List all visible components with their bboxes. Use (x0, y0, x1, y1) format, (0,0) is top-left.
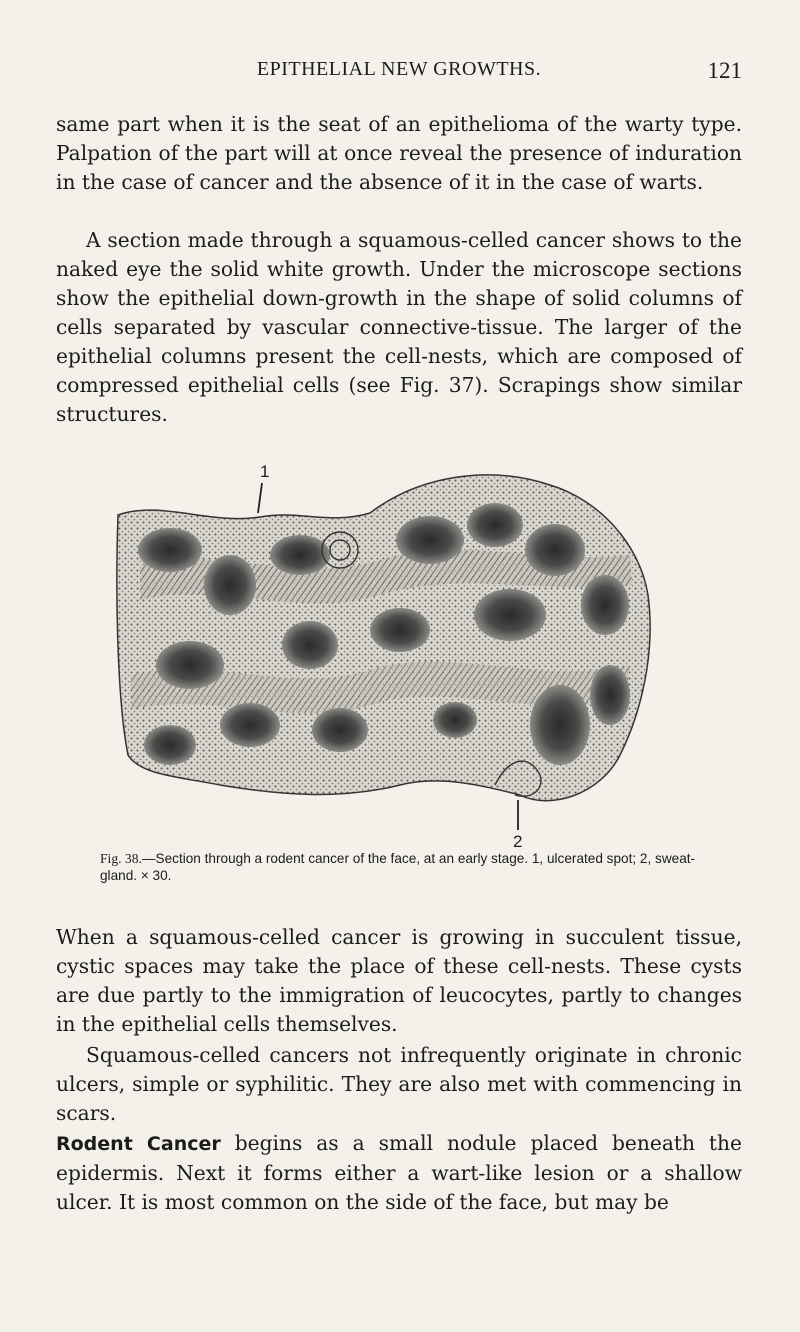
paragraph-5-lead: Rodent Cancer (56, 1133, 221, 1155)
paragraph-3: When a squamous-celled cancer is growing in succulent tissue, cystic spaces may take the place of these cell-nests. These cysts are due partly to the immigration of leucocytes, partly to changes in the epithelial cells themselves. (56, 925, 742, 1036)
paragraph-2: A section made through a squamous-celled cancer shows to the naked eye the solid white growth. Under the microscope sections show the epithelial down-growth in the shape of solid columns of cells separated by vascular connective-tissue. The larger of the epithelial columns present the cell-nests, which are composed of compressed epithelial cells (see Fig. 37). Scrapings show similar structures. (56, 228, 742, 426)
label-1: 1 (260, 462, 270, 481)
figure-number: Fig. 38. (100, 851, 142, 866)
label-2: 2 (513, 832, 523, 850)
label-1-leader (258, 483, 262, 513)
page-number: 121 (707, 58, 742, 83)
running-title: EPITHELIAL NEW GROWTHS. (256, 58, 542, 80)
microscope-section-figure (100, 455, 670, 850)
paragraph-5 (56, 1129, 742, 1217)
paragraph-4: Squamous-celled cancers not infrequently originate in chronic ulcers, simple or syphilitic. They are also met with commencing in scars. (56, 1043, 742, 1125)
running-head (56, 58, 742, 90)
figure-caption (100, 850, 700, 884)
paragraph-5-rest: begins as a small nodule placed beneath the epidermis. Next it forms either a wart-like lesion or a shallow ulcer. It is most common on the side of the face, but may be (56, 1131, 742, 1214)
caption-text: —Section through a rodent cancer of the face, at an early stage. 1, ulcerated spot; 2, sweat-gland. × 30. (100, 851, 696, 883)
paragraph-1: same part when it is the seat of an epithelioma of the warty type. Palpation of the part will at once reveal the presence of induration in the case of cancer and the absence of it in the case of warts. (56, 112, 742, 194)
